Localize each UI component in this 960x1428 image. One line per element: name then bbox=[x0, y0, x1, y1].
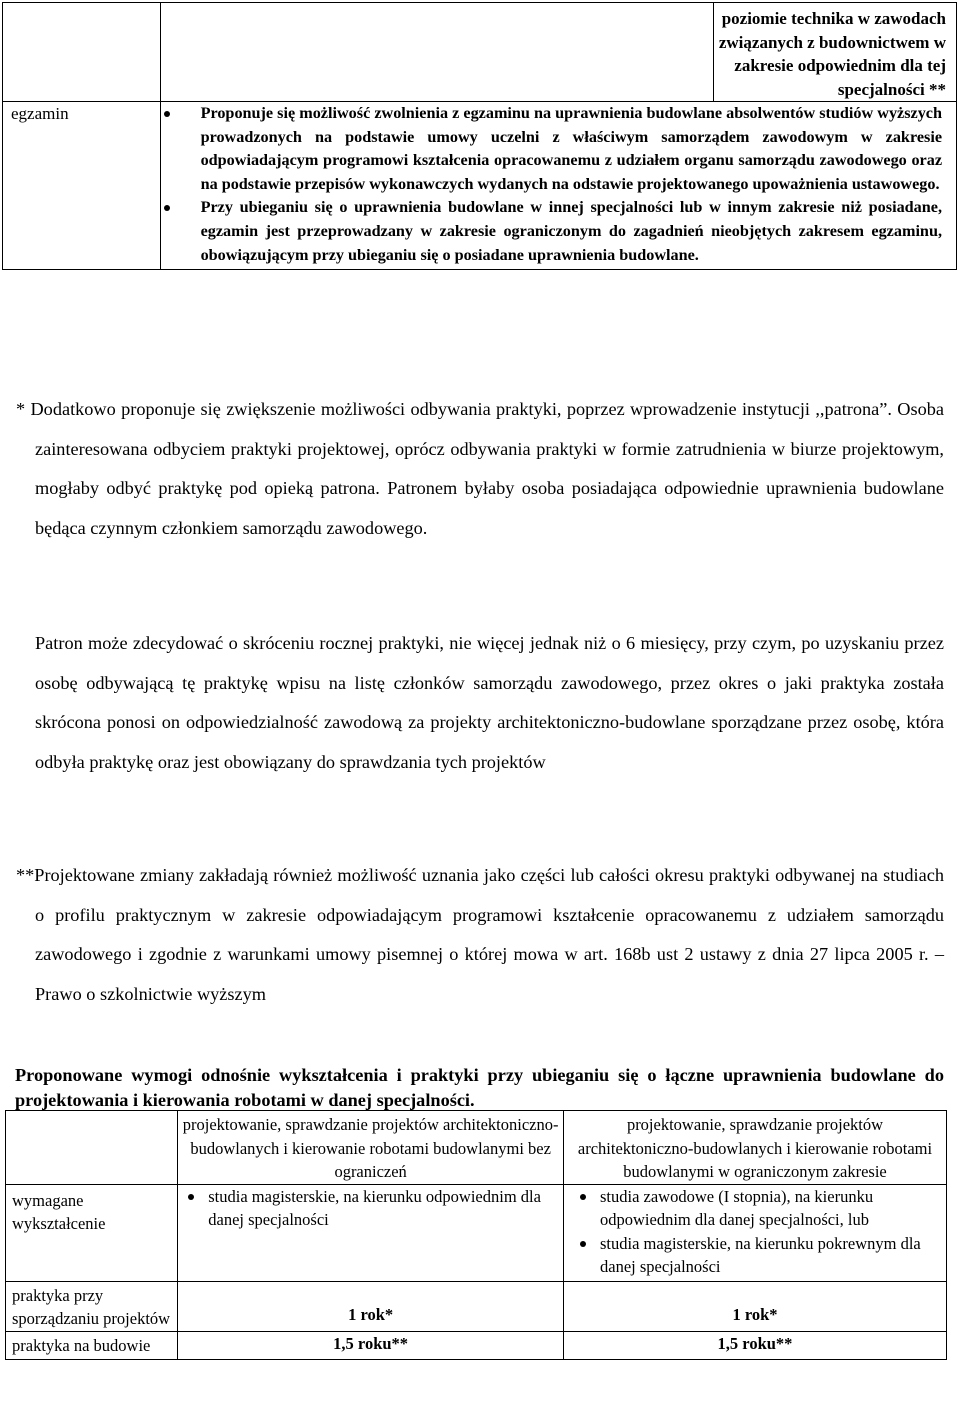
design-practice-unlimited: 1 rok* bbox=[178, 1281, 564, 1331]
education-limited-cell bbox=[564, 1184, 947, 1281]
table-row bbox=[3, 3, 957, 102]
table-row bbox=[6, 1281, 947, 1331]
row-label-design-practice: praktyka przy sporządzaniu projektów bbox=[6, 1281, 178, 1331]
column-header-limited: projektowanie, sprawdzanie projektów architektoniczno-budowlanych i kierowanie robotami budowlanymi w ograniczonym zakresie bbox=[564, 1111, 947, 1185]
note-studies-recognition bbox=[16, 856, 944, 1014]
table-row bbox=[3, 102, 957, 270]
site-practice-unlimited: 1,5 roku** bbox=[178, 1331, 564, 1360]
table-row bbox=[6, 1184, 947, 1281]
list-item: studia magisterskie, na kierunku pokrewnym dla danej specjalności bbox=[600, 1232, 940, 1279]
row-label-education: wymagane wykształcenie bbox=[6, 1184, 178, 1281]
note-text: **Projektowane zmiany zakładają również możliwość uznania jako części lub całości okresu praktyki odbywanej na studiach o profilu praktycznym w zakresie odpowiadającym programowi kształcenie opracowanemu z udziałem samorządu zawodowego i zgodnie z warunkami umowy pisemnej o której mowa w art. 168b ust 2 ustawy z dnia 27 lipca 2005 r. – Prawo o szkolnictwie wyższym bbox=[16, 865, 944, 1004]
design-practice-limited: 1 rok* bbox=[564, 1281, 947, 1331]
table-row bbox=[6, 1111, 947, 1185]
empty-cell bbox=[3, 3, 161, 102]
note-patron-shortening bbox=[35, 624, 944, 782]
exam-table bbox=[2, 2, 957, 270]
exam-bullet-list bbox=[161, 102, 956, 269]
section-heading: Proponowane wymogi odnośnie wykształcenia i praktyki przy ubieganiu się o łączne uprawnienia budowlane do projektowania i kierowania robotami w danej specjalności. bbox=[15, 1065, 944, 1110]
note-text: Patron może zdecydować o skróceniu rocznej praktyki, nie więcej jednak niż o 6 miesięcy, przy czym, po uzyskaniu przez osobę odbywającą tę praktykę wpisu na listę członków samorządu zawodowego, przez okres o jaki praktyka została skrócona ponosi on odpowiedzialność zawodową za projekty architektoniczno-budowlane sporządzane przez osobę, która odbyła praktykę oraz jest obowiązany do sprawdzania tych projektów bbox=[35, 633, 944, 772]
site-practice-limited: 1,5 roku** bbox=[564, 1331, 947, 1360]
empty-cell bbox=[160, 3, 714, 102]
note-text: * Dodatkowo proponuje się zwiększenie możliwości odbywania praktyki, poprzez wprowadzenie instytucji ,,patrona”. Osoba zainteresowana odbyciem praktyki projektowej, oprócz odbywania praktyki w formie zatrudnienia w biurze projektowym, mogłaby odbyć praktykę pod opieką patrona. Patronem byłaby osoba posiadająca odpowiednie uprawnienia budowlane będąca czynnym członkiem samorządu zawodowego. bbox=[16, 399, 944, 538]
row-label-egzamin: egzamin bbox=[3, 102, 161, 270]
list-item: Proponuje się możliwość zwolnienia z egzaminu na uprawnienia budowlane absolwentów studiów wyższych prowadzonych na podstawie umowy uczelni z właściwym samorządem zawodowym w zakresie odpowiadającym programowi kształcenia opracowanemu z udziałem organu samorządu zawodowego oraz na podstawie przepisów wykonawczych wydanych na odstawie projektowanego upoważnienia ustawowego. bbox=[201, 102, 942, 196]
note-patron-intro bbox=[16, 390, 944, 548]
table-row bbox=[6, 1331, 947, 1360]
header-cell-right: poziomie technika w zawodach związanych z budownictwem w zakresie odpowiednim dla tej specjalności ** bbox=[714, 3, 957, 102]
column-header-unlimited: projektowanie, sprawdzanie projektów architektoniczno-budowlanych i kierowanie robotami budowlanymi bez ograniczeń bbox=[178, 1111, 564, 1185]
empty-cell bbox=[6, 1111, 178, 1185]
list-item: studia zawodowe (I stopnia), na kierunku odpowiednim dla danej specjalności, lub bbox=[600, 1185, 940, 1232]
exam-content-cell bbox=[160, 102, 956, 270]
education-unlimited-cell bbox=[178, 1184, 564, 1281]
list-item: studia magisterskie, na kierunku odpowiednim dla danej specjalności bbox=[208, 1185, 557, 1232]
requirements-table bbox=[5, 1110, 947, 1360]
row-label-site-practice: praktyka na budowie bbox=[6, 1331, 178, 1360]
requirement-list bbox=[182, 1185, 557, 1232]
requirement-list bbox=[574, 1185, 940, 1279]
list-item: Przy ubieganiu się o uprawnienia budowlane w innej specjalności lub w innym zakresie niż posiadane, egzamin jest przeprowadzany w zakresie ograniczonym do zagadnień nieobjętych zakresem egzaminu, obowiązującym przy ubieganiu się o posiadane uprawnienia budowlane. bbox=[201, 196, 942, 267]
